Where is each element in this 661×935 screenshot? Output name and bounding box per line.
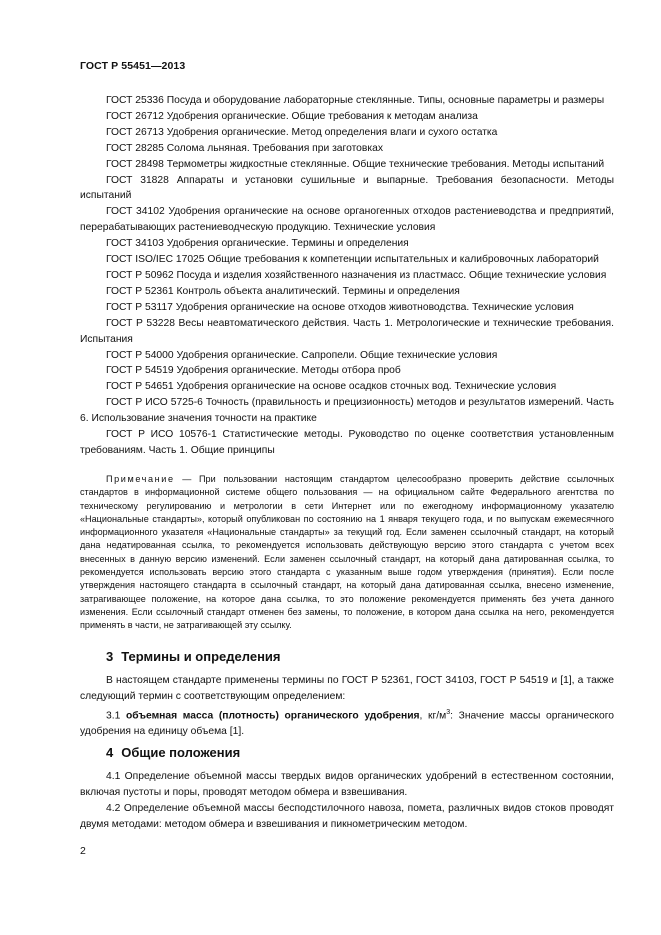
section-number: 4 xyxy=(106,745,114,760)
term-definition-text: : Значение массы органического удобрения на единицу объема [1]. xyxy=(80,710,614,738)
section-3-heading xyxy=(106,649,281,664)
section-title: Общие положения xyxy=(121,745,241,760)
reference-item: ГОСТ ISO/IEC 17025 Общие требования к компетенции испытательных и калибровочных лабораторий xyxy=(106,254,599,266)
reference-item: ГОСТ 34103 Удобрения органические. Термины и определения xyxy=(106,238,409,250)
section-number: 3 xyxy=(106,649,114,664)
note-block xyxy=(80,473,614,633)
reference-item: ГОСТ Р 52361 Контроль объекта аналитический. Термины и определения xyxy=(106,285,460,297)
document-header: ГОСТ Р 55451—2013 xyxy=(80,60,186,72)
reference-item: ГОСТ 34102 Удобрения органические на основе органогенных отходов растениеводства и предприятий, перерабатывающих растениеводческую продукцию. Технические условия xyxy=(80,206,614,234)
section-4-body xyxy=(80,769,614,833)
reference-item: ГОСТ 26713 Удобрения органические. Метод определения влаги и сухого остатка xyxy=(106,126,498,138)
note-paragraph xyxy=(80,473,614,633)
note-text: — При пользовании настоящим стандартом целесообразно проверить действие ссылочных стандартов в информационной системе общего пользования — на официальном сайте Федерального агентства по техническому регулированию и метрологии в сети Интернет или по ежегодному информационному указателю «Национальные стандарты», который опубликован по состоянию на 1 января текущего года, и по выпускам ежемесячного информационного указателя «Национальные стандарты» за текущий год. Если заменен ссылочный стандарт, на который дана недатированная ссылка, то рекомендуется использовать действующую версию этого стандарта с учетом всех внесенных в данную версию изменений. Если заменен ссылочный стандарт, на который дана датированная ссылка, то рекомендуется использовать версию этого стандарта с указанным выше годом утверждения (принятия). Если после утверждения настоящего стандарта в ссылочный стандарт, на который дана датированная ссылка, внесено изменение, затрагивающее положение, на которое дана ссылка, то это положение рекомендуется применять без учета данного изменения. Если ссылочный стандарт отменен без замены, то положение, в котором дана ссылка на него, рекомендуется применять в части, не затрагивающей эту ссылку. xyxy=(80,474,614,631)
reference-item: ГОСТ Р ИСО 5725-6 Точность (правильность и прецизионность) методов и результатов измерений. Часть 6. Использование значения точности на практике xyxy=(80,397,614,425)
section-4-heading xyxy=(106,745,240,760)
term-number: 3.1 xyxy=(106,710,121,722)
reference-item: ГОСТ Р 53228 Весы неавтоматического действия. Часть 1. Метрологические и технические требования. Испытания xyxy=(80,317,614,345)
section-4-paragraph-1: 4.1 Определение объемной массы твердых видов органических удобрений в естественном состоянии, включая пустоты и поры, проводят методом обмера и взвешивания. xyxy=(80,771,614,798)
reference-item: ГОСТ 25336 Посуда и оборудование лабораторные стеклянные. Типы, основные параметры и размеры xyxy=(106,95,605,106)
section-4-paragraph-2: 4.2 Определение объемной массы бесподстилочного навоза, помета, различных видов стоков проводят двумя методами: методом обмера и взвешивания и пикнометрическим методом. xyxy=(80,802,614,830)
reference-item: ГОСТ 26712 Удобрения органические. Общие требования к методам анализа xyxy=(106,110,478,122)
reference-item: ГОСТ Р 54519 Удобрения органические. Методы отбора проб xyxy=(106,365,401,377)
term-unit-sup: 3 xyxy=(446,708,451,716)
reference-item: ГОСТ Р ИСО 10576-1 Статистические методы. Руководство по оценке соответствия установленным требованиям. Часть 1. Общие принципы xyxy=(80,429,614,456)
section-3-intro: В настоящем стандарте применены термины по ГОСТ Р 52361, ГОСТ 34103, ГОСТ Р 54519 и [1], а также следующий термин с соответствующим определением: xyxy=(80,675,614,702)
reference-item: ГОСТ Р 54000 Удобрения органические. Сапропели. Общие технические условия xyxy=(106,349,498,361)
reference-item: ГОСТ 28285 Солома льняная. Требования при заготовках xyxy=(106,142,383,154)
reference-item: ГОСТ Р 53117 Удобрения органические на основе отходов животноводства. Технические условия xyxy=(106,301,574,313)
section-3-body xyxy=(80,673,614,740)
term-unit: , кг/м xyxy=(419,710,447,722)
note-label: Примечание xyxy=(106,474,175,484)
term-definition xyxy=(80,705,614,740)
page-number: 2 xyxy=(80,845,86,857)
reference-item: ГОСТ 31828 Аппараты и установки сушильные и выпарные. Требования безопасности. Методы испытаний xyxy=(80,174,614,202)
section-title: Термины и определения xyxy=(121,649,281,664)
reference-item: ГОСТ Р 54651 Удобрения органические на основе осадков сточных вод. Технические условия xyxy=(106,381,557,393)
reference-item: ГОСТ 28498 Термометры жидкостные стеклянные. Общие технические требования. Методы испытаний xyxy=(106,158,605,170)
references-list xyxy=(80,93,614,459)
reference-item: ГОСТ Р 50962 Посуда и изделия хозяйственного назначения из пластмасс. Общие технические условия xyxy=(106,269,607,281)
term-name: объемная масса (плотность) органического удобрения xyxy=(125,710,420,722)
